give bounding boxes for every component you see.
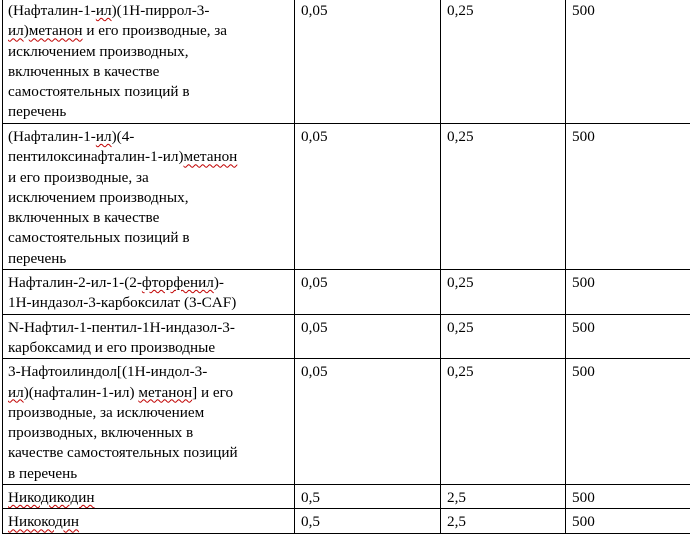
value-cell-1: 0,5	[295, 509, 441, 533]
value-cell-3: 500	[566, 0, 690, 124]
substance-table	[2, 0, 690, 534]
value-cell-3: 500	[566, 485, 690, 509]
value-cell-1: 0,5	[295, 485, 441, 509]
spellcheck-word: метанон	[29, 22, 83, 39]
substance-name-cell: 3-Нафтоилиндол[(1Н-индол-3- ил)(нафталин-1-ил) метанон] и его производные, за исключением производных, включенных в качестве самостоятельных позиций в перечень	[3, 359, 295, 485]
table-row	[3, 359, 690, 485]
table-row	[3, 270, 690, 315]
substance-name-cell: (Нафталин-1-ил)(1Н-пиррол-3- ил)метанон и его производные, за исключением производных, включенных в качестве самостоятельных позиций в перечень	[3, 0, 295, 124]
value-cell-1: 0,05	[295, 0, 441, 124]
value-cell-2: 0,25	[441, 359, 566, 485]
value-cell-1: 0,05	[295, 314, 441, 359]
value-cell-3: 500	[566, 270, 690, 315]
value-cell-2: 0,25	[441, 314, 566, 359]
substance-name-cell: (Нафталин-1-ил)(4- пентилоксинафталин-1-ил)метанон и его производные, за исключением производных, включенных в качестве самостоятельных позиций в перечень	[3, 124, 295, 270]
table-row	[3, 124, 690, 270]
spellcheck-word: ил	[96, 2, 112, 19]
table-row	[3, 0, 690, 124]
value-cell-1: 0,05	[295, 124, 441, 270]
value-cell-3: 500	[566, 509, 690, 533]
value-cell-3: 500	[566, 314, 690, 359]
substance-name-cell	[3, 485, 295, 509]
value-cell-3: 500	[566, 124, 690, 270]
value-cell-2: 0,25	[441, 270, 566, 315]
spellcheck-word: ил	[8, 384, 24, 401]
value-cell-2: 2,5	[441, 509, 566, 533]
spellcheck-word: метанон	[138, 384, 192, 401]
substance-name-cell: N-Нафтил-1-пентил-1Н-индазол-3- карбоксамид и его производные	[3, 314, 295, 359]
substance-name-cell	[3, 509, 295, 533]
value-cell-1: 0,05	[295, 270, 441, 315]
spellcheck-word: метанон	[184, 148, 238, 165]
table-row	[3, 509, 690, 533]
table-row	[3, 485, 690, 509]
spellcheck-word: Никодикодин	[8, 489, 94, 506]
spellcheck-word: фторфенил	[142, 274, 214, 291]
spellcheck-word: Никокодин	[8, 513, 79, 530]
spellcheck-word: ил	[96, 128, 112, 145]
value-cell-2: 0,25	[441, 0, 566, 124]
spellcheck-word: ил	[8, 22, 24, 39]
substance-name-cell: Нафталин-2-ил-1-(2-фторфенил)- 1Н-индазол-3-карбоксилат (3-CAF)	[3, 270, 295, 315]
value-cell-2: 2,5	[441, 485, 566, 509]
value-cell-3: 500	[566, 359, 690, 485]
table-row	[3, 314, 690, 359]
substance-table-body	[3, 0, 690, 533]
value-cell-1: 0,05	[295, 359, 441, 485]
value-cell-2: 0,25	[441, 124, 566, 270]
